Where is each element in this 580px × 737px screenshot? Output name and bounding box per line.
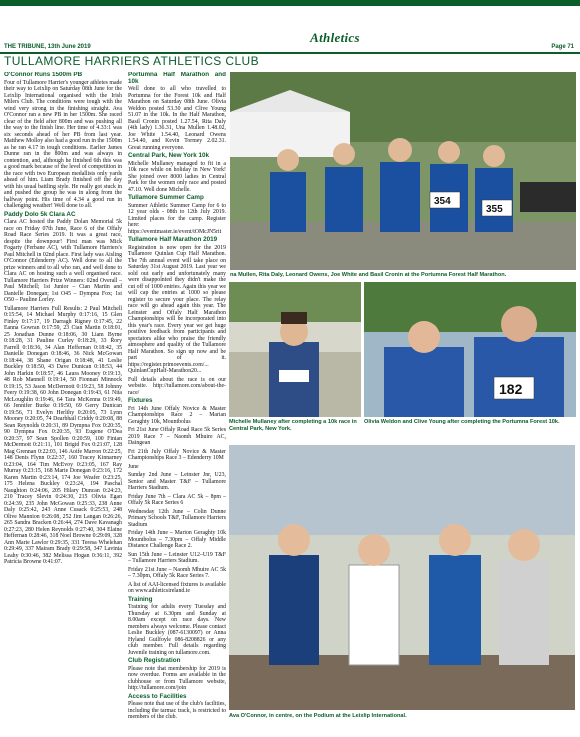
bib-number: 182 [499, 381, 523, 397]
article-paragraph: Please note that use of the club's facilities, including the tarmac track, is restricted to members of the club. [128, 701, 226, 720]
article-subheading: Portumna Half Marathon and 10k [128, 72, 226, 85]
article-paragraph: A list of AAI-licensed fixtures is available on www.athleticsireland.ie [128, 581, 226, 594]
article-subheading: Club Registration [128, 657, 181, 664]
article-paragraph: Well done to all who travelled to Portumna for the Forest 10k and Half Marathon on Saturday 08th June. Olivia Weldon posted 53.30 and Clive Young 51.07 in the 10k. In the Half Marathon, Basil Cronin posted 1.27.54, Rita Daly (4th lady) 1.36.31, Una Mullen 1.48.02, Joe White 1.54.40, Leonard Owens 1.54.40, and Kevin Tormey 2.02.31. Great running everyone. [128, 86, 226, 151]
bib-number: 355 [486, 204, 503, 215]
article-paragraph: Registration is now open for the 2019 Tullamore Quinlan Cup Half Marathon. The 7th annual event will take place on Saturday 31st August 2019. Last year we sold out early and unfortunately many were disappointed they didn't make the cut off of 1000 entries. Again this year we will cap the entries at 1000 so please register to secure your place. The relay race will go ahead again this year. The Leinster and Offaly Half Marathon Championships will be incorporated into this year's race. Every year we get huge positive feedback from participants and spectators alike who praise the friendly atmosphere and quality of the Tullamore Half Marathon. So sign up now and be part of it. https://register.primoevents.com/... QuinlanCupHalf-Marathon20... [128, 244, 226, 374]
article-paragraph: Please note that membership for 2019 is now overdue. Forms are available in the clubhouse or from Tullamore website, http://tullamore.com/join [128, 665, 226, 691]
article-paragraph: Wednesday 12th June – Colin Dunne Primary Schools T&F, Tullamore Harriers Stadium [128, 508, 226, 528]
article-subheading: Central Park, New York 10k [128, 152, 209, 159]
article-paragraph: Clara AC hosted the Paddy Dolan Memorial 5k race on Friday 07th June, Race 6 of the Offaly Road Race Series 2019. It was a great race, despite the downpour! First man was Mick Fogarty (Ferbane AC), with Tullamore Harriers's Paul Mitchell in 02nd place. First lady was Aisling O'Connor (Edenderry AC). Well done to all the prize winners and to all who ran, and well done to Clara AC on hosting such a well organised race. Tullamore Harriers Prize Winners: 02nd Overall – Paul Mitchell; 1st Junior – Cian Martin and Danielle Donegan; 1st O45 – Dympna Fox; 1st O50 – Pauline Lorley. [4, 219, 122, 303]
page-number: Page 71 [551, 44, 574, 50]
bib-number: 354 [434, 196, 451, 207]
article-subheading: O'Connor Runs 1500m PB [4, 72, 83, 78]
article-paragraph: Sunday 2nd June – Leinster Jnr, U23, Senior and Master T&F – Tullamore Harriers Stadium. [128, 472, 226, 491]
article-paragraph: Tullamore Harriers Full Results: 2 Paul Mitchell 0:15:54, 14 Michael Murphy 0:17:16, 15 Glen Finley 0:17:17, 19 Darragh Rigney 0:17:45, 22 Eanna Gowran 0:17:59, 23 Cian Martin 0:18:01, 25 Jonathan Dunne 0:18:06, 30 Liam Byrne 0:18:28, 31 Pauline Curley 0:18:29, 33 Rory Farrell 0:18:36, 34 Alan Heffernan 0:18:42, 35 Danielle Donegan 0:18:46, 36 Nick McGowan 0:18:44, 38 Shane Origan 0:18:48, 41 Leslie Buckley 0:18:50, 43 Dave Dunican 0:18:53, 44 John Harkin 0:18:57, 46 Laura Mooney 0:19:13, 48 Rob Mannell 0:19:14, 50 Fionnan Minnock 0:19:15, 53 Jason McDermott 0:19:23, 58 Johnny Feery 0:19:38, 60 John Donegan 0:19:43, 61 Nita McLoughlin 0:19:46, 64 Tara McKenna 0:19:49, 66 Jennifer Burke 0:19:50, 69 Gerry Dunican 0:19:56, 71 Evelyn Herlihy 0:20:05, 73 Lynn Mooney 0:20:05, 74 Dearbhail Criddy 0:20:08, 88 Sean Reynolds 0:20:31, 89 Dympna Fox 0:20:35, 90 Dympna Fox 0:20:35, 93 Eugene O'Dea 0:20:37, 97 Sean Spollen 0:20:59, 100 Finian McDermott 0:21:11, 101 Brigid Fox 0:21:07, 128 Mag Grennan 0:22:03, 146 Aoife Marron 0:22:25, 148 Denis Flynn 0:22:37, 160 Tracey Kinnarney 0:23:04, 164 Tim McEvoy 0:23:05, 167 Ray Murray 0:23:15, 168 Marie Donegan 0:23:16, 172 Karen Martin 0:23:14, 174 Joe Weafer 0:23:25, 175 Helena Buckley 0:23:24, 194 Paschal Naughton 0:24:06, 205 Hilary Duncan 0:24:23, 210 Tracey Slevin 0:24:30, 215 Olivia Egan 0:24:39, 235 John McGowan 0:25:33, 238 Anne Daly 0:25:42, 243 Anne Cusack 0:25:53, 248 Olive Mannion 0:26:08, 252 Jim Langan 0:26:26, 265 Sandra Bracken 0:26:44, 274 Dave Kavanagh 0:27:23, 280 Helen Reynolds 0:27:40, 304 Elaine Heffernan 0:28:46, 318 Noel Browne 0:29:09, 328 Ann Marie Lawlor 0:29:35, 331 Teresa Whelehan 0:29:49, 337 Mairam Brady 0:29:58, 347 Lavinia Leahy 0:30:46, 382 Melissa Hogan 0:36:11, 392 Patricia Browne 0:41:07. [4, 305, 122, 565]
photo-caption: Olivia Weldon and Clive Young after completing the Portumna Forest 10k. [364, 419, 560, 425]
article-paragraph: Summer Athletic Summer Camp for 6 to 12 year olds - 08th to 12th July 2019. Limited places for the camp. Register here: https://eventmaster.ie/event/tOMcJN5rit [128, 202, 226, 235]
article-paragraph: Michelle Mullaney managed to fit in a 10k race while on holiday in New York! She joined over 8000 ladies in Central Park for the women only race and posted 47.10. Well done Michelle. [128, 160, 226, 193]
article-paragraph: Fri 21th July Offaly Novice & Master Championships Race 3 – Edenderry 10M [128, 448, 226, 461]
article-paragraph: Four of Tullamore Harrier's younger athletes made their way to Leixlip on Saturday 08th June for the Leixlip International organised with the Irish Milers Club. The conditions were tough with the wind very strong in the finishing straight. Ava O'Connor ran a new PB in her 1500m. She raced clear of the field after 800m and was pushing all the way to the finish line. Her time of 4.33:1 was six seconds ahead of her PB from last year. Matthew Molloy also had a good run in the 1500m as he ran 4.17 in tough conditions. Earlier James Dunne ran in the 800m and was always in contention, and, although he finished 6th this was a good mark because of the level of competition in the race with two European medallists only yards ahead of him. Liam Brady finished off the day with his usual battling style. He really got stuck in and pushed the group he was in along from the halfway point. His time of 4.34 a good run in challenging weather! Well done to all. [4, 79, 122, 209]
photo-portumna-10k [364, 282, 576, 417]
photo-caption: na Mullen, Rita Daly, Leonard Owens, Joe White and Basil Cronin at the Portumna Forest Half Marathon. [230, 272, 507, 278]
masthead-date: THE TRIBUNE, 13th June 2019 [4, 44, 91, 50]
photo-central-park [229, 282, 361, 417]
article-paragraph: Training for adults every Tuesday and Thursday at 6.30pm and Sunday at 8.00am except on race days. New members always welcome. Please contact Leslie Buckley (087-6130097) or Anna Hyland Guilfoyle 086-8208826 or any club member. Full details regarding Juvenile training on tullamore.com. [128, 604, 226, 656]
article-paragraph: Sun 15th June – Leinster U12–U19 T&F – Tullamore Harriers Stadium. [128, 551, 226, 564]
article-column-2 [128, 72, 226, 732]
photo-caption: Michelle Mullaney after completing a 10k race in Central Park, New York. [229, 419, 357, 432]
photo-portumna-half-marathon [230, 72, 576, 270]
article-paragraph: Friday June 7th – Clara AC 5k – 8pm – Offaly 5k Race Series 6 [128, 493, 226, 506]
photo-leixlip-podium [229, 445, 575, 710]
article-paragraph: Fri 14th June Offaly Novice & Master Championships Race 2 – Marian Geraghty 10k, Mountbolus [128, 405, 226, 425]
article-subheading: Access to Facilities [128, 692, 187, 700]
article-paragraph: June [128, 463, 139, 470]
article-subheading: Tullamore Summer Camp [128, 194, 204, 201]
article-subheading: Tullamore Half Marathon 2019 [128, 236, 218, 243]
article-subheading: Fixtures [128, 397, 153, 404]
top-rule [0, 0, 580, 6]
article-paragraph: Friday 21st June – Naomh Mhuire AC 5k – 7.30pm, Offaly 5k Race Series 7. [128, 566, 226, 579]
article-paragraph: Friday 14th June – Marion Geraghty 10k Mountbolus – 7.30pm – Offaly Middle Distance Challenge Race 2. [128, 530, 226, 549]
article-subheading: Paddy Dolo 5k Clara AC [4, 210, 76, 218]
article-paragraph: Full details about the race is on our website. http://tullamore.com/about-the-race/ [128, 376, 226, 396]
photo-caption: Ava O'Connor, in centre, on the Podium at the Leixlip International. [229, 713, 407, 719]
article-column-1 [4, 72, 122, 732]
article-subheading: Training [128, 595, 153, 603]
article-paragraph: Fri 21st June Offaly Road Race 5k Series 2019 Race 7 – Naomh Mhuire AC, Daingean [128, 427, 226, 446]
page-title: TULLAMORE HARRIERS ATHLETICS CLUB [4, 54, 260, 68]
section-label: Athletics [310, 30, 360, 45]
